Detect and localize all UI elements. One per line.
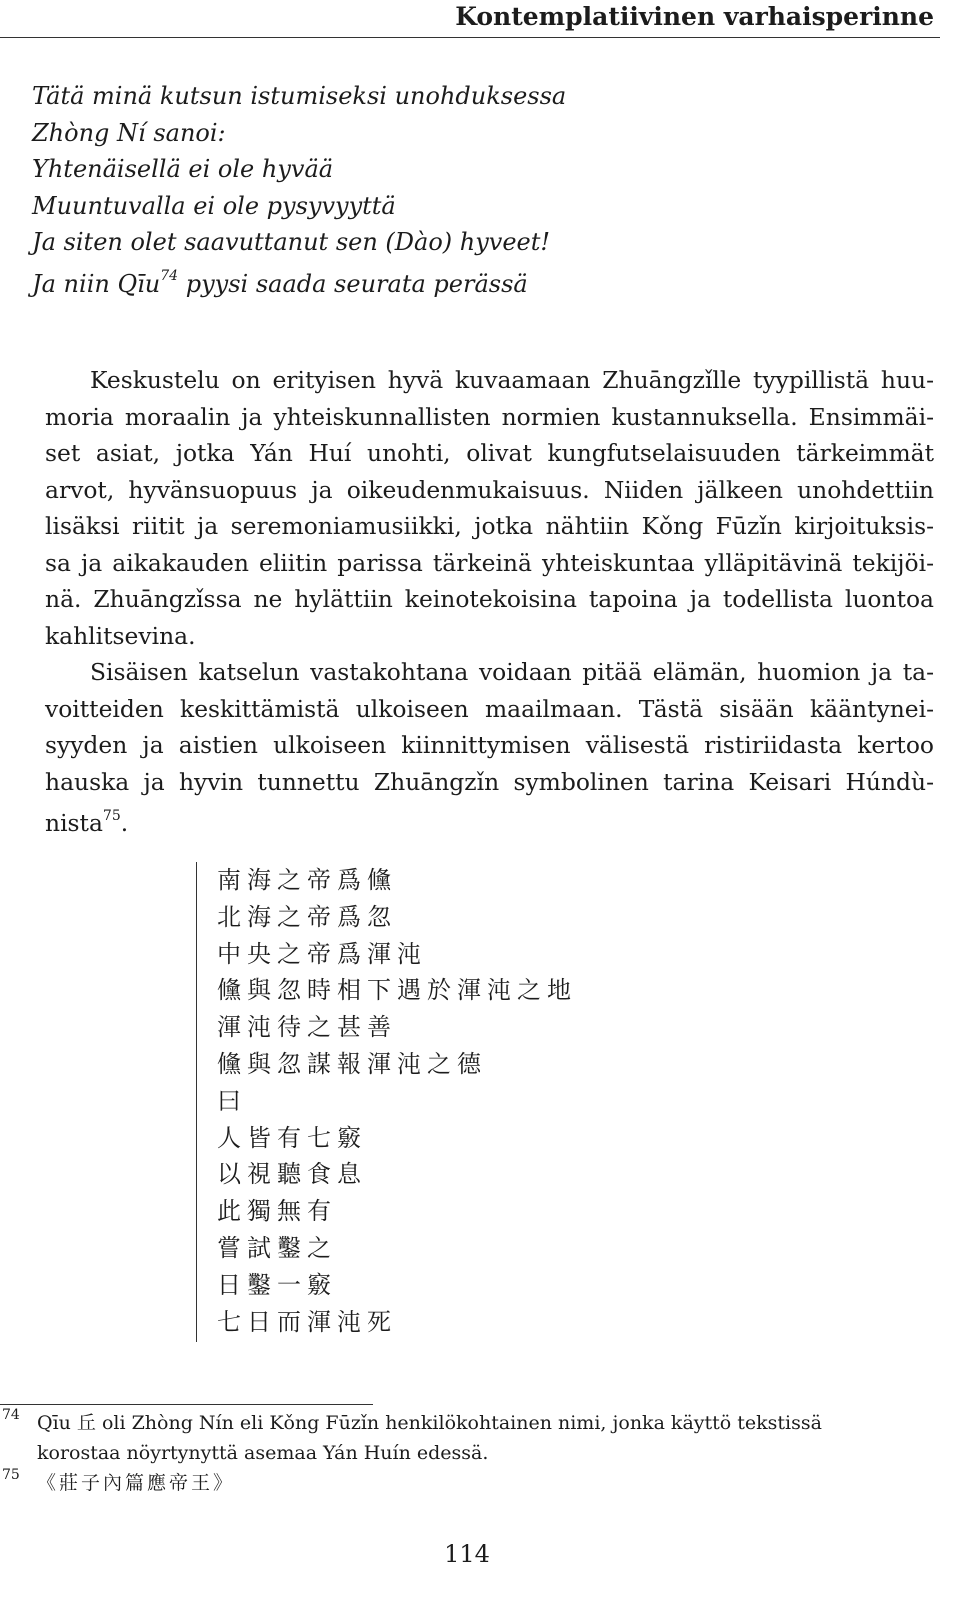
footnote-rule <box>0 1404 373 1405</box>
poem-line <box>32 261 566 303</box>
poem-line: Zhòng Ní sanoi: <box>32 118 226 147</box>
chinese-line: 儵與忽謀報渾沌之德 <box>217 1049 487 1078</box>
chinese-line: 北海之帝爲忽 <box>217 902 397 931</box>
poem-line: Ja siten olet saavuttanut sen (Dào) hyveet! <box>32 228 551 256</box>
footnote-number: 75 <box>2 1467 20 1483</box>
paragraph-line: Sisäisen katselun vastakohtana voidaan pitää elämän, huomion ja ta- <box>90 658 934 686</box>
paragraph-line: moria moraalin ja yhteiskunnallisten normien kustannuksella. Ensimmäi- <box>45 402 934 431</box>
paragraph-line <box>0 800 934 841</box>
poem-block <box>32 78 566 302</box>
running-header-title: Kontemplatiivinen varhaisperinne <box>455 2 934 31</box>
paragraph-line: kahlitsevina. <box>45 621 196 650</box>
paragraph-2 <box>0 654 934 841</box>
chinese-line: 中央之帝爲渾沌 <box>217 939 427 968</box>
chinese-line: 嘗試鑿之 <box>217 1233 337 1262</box>
footnote-line: Qīu 丘 oli Zhòng Nín eli Kǒng Fūzǐn henkilökohtainen nimi, jonka käyttö tekstissä <box>37 1412 822 1434</box>
footnote-line: korostaa nöyrtynyttä asemaa Yán Huín edessä. <box>37 1442 489 1464</box>
paragraph-line-text: nista <box>45 808 103 837</box>
paragraph-line: arvot, hyvänsuopuus ja oikeudenmukaisuus. Niiden jälkeen unohdettiin <box>45 475 934 504</box>
chinese-line: 儵與忽時相下遇於渾沌之地 <box>217 976 577 1005</box>
paragraph-line: syyden ja aistien ulkoiseen kiinnittymisen välisestä ristiriidasta kertoo <box>45 731 934 759</box>
paragraph-line: set asiat, jotka Yán Huí unohti, olivat kungfutselaisuuden tärkeimmät <box>45 439 934 467</box>
poem-line-start: Ja niin Qīu <box>32 269 161 298</box>
header-rule <box>0 37 940 38</box>
paragraph-1 <box>0 362 934 654</box>
poem-line-end: pyysi saada seurata perässä <box>178 269 528 298</box>
chinese-line: 曰 <box>217 1086 247 1115</box>
chinese-line: 日鑿一竅 <box>217 1270 337 1299</box>
footnote-number: 74 <box>2 1407 20 1423</box>
paragraph-line: nä. Zhuāngzǐssa ne hylättiin keinotekoisina tapoina ja todellista luontoa <box>45 585 934 613</box>
paragraph-line: voitteiden keskittämistä ulkoiseen maailmaan. Tästä sisään kääntynei- <box>45 694 934 723</box>
footnote-ref-74[interactable]: 74 <box>160 267 179 284</box>
poem-line: Yhtenäisellä ei ole hyvää <box>32 155 334 183</box>
paragraph-line: Keskustelu on erityisen hyvä kuvaamaan Zhuāngzǐlle tyypillistä huu- <box>90 366 934 394</box>
paragraph-line-punct: . <box>120 808 129 837</box>
poem-line: Tätä minä kutsun istumiseksi unohduksessa <box>32 82 567 110</box>
poem-line: Muuntuvalla ei ole pysyvyyttä <box>32 191 396 220</box>
footnote-ref-75[interactable]: 75 <box>102 808 121 824</box>
chinese-line: 七日而渾沌死 <box>217 1307 397 1336</box>
chinese-line: 渾沌待之甚善 <box>217 1013 397 1042</box>
paragraph-line: hauska ja hyvin tunnettu Zhuāngzǐn symbolinen tarina Keisari Húndù- <box>45 767 934 796</box>
paragraph-line: lisäksi riitit ja seremoniamusiikki, jotka nähtiin Kǒng Fūzǐn kirjoituksis- <box>45 512 934 540</box>
chinese-quote-block <box>196 862 616 1342</box>
chinese-line: 人皆有七竅 <box>217 1123 367 1152</box>
chinese-line: 以視聽食息 <box>217 1160 367 1189</box>
body-text <box>0 362 934 841</box>
chinese-line: 此獨無有 <box>217 1197 337 1226</box>
paragraph-line: sa ja aikakauden eliitin parissa tärkeinä yhteiskuntaa ylläpitävinä tekijöi- <box>45 548 934 577</box>
footnote-source: 《莊子內篇應帝王》 <box>37 1472 236 1494</box>
chinese-line: 南海之帝爲儵 <box>217 866 397 894</box>
page-number: 114 <box>444 1540 490 1568</box>
